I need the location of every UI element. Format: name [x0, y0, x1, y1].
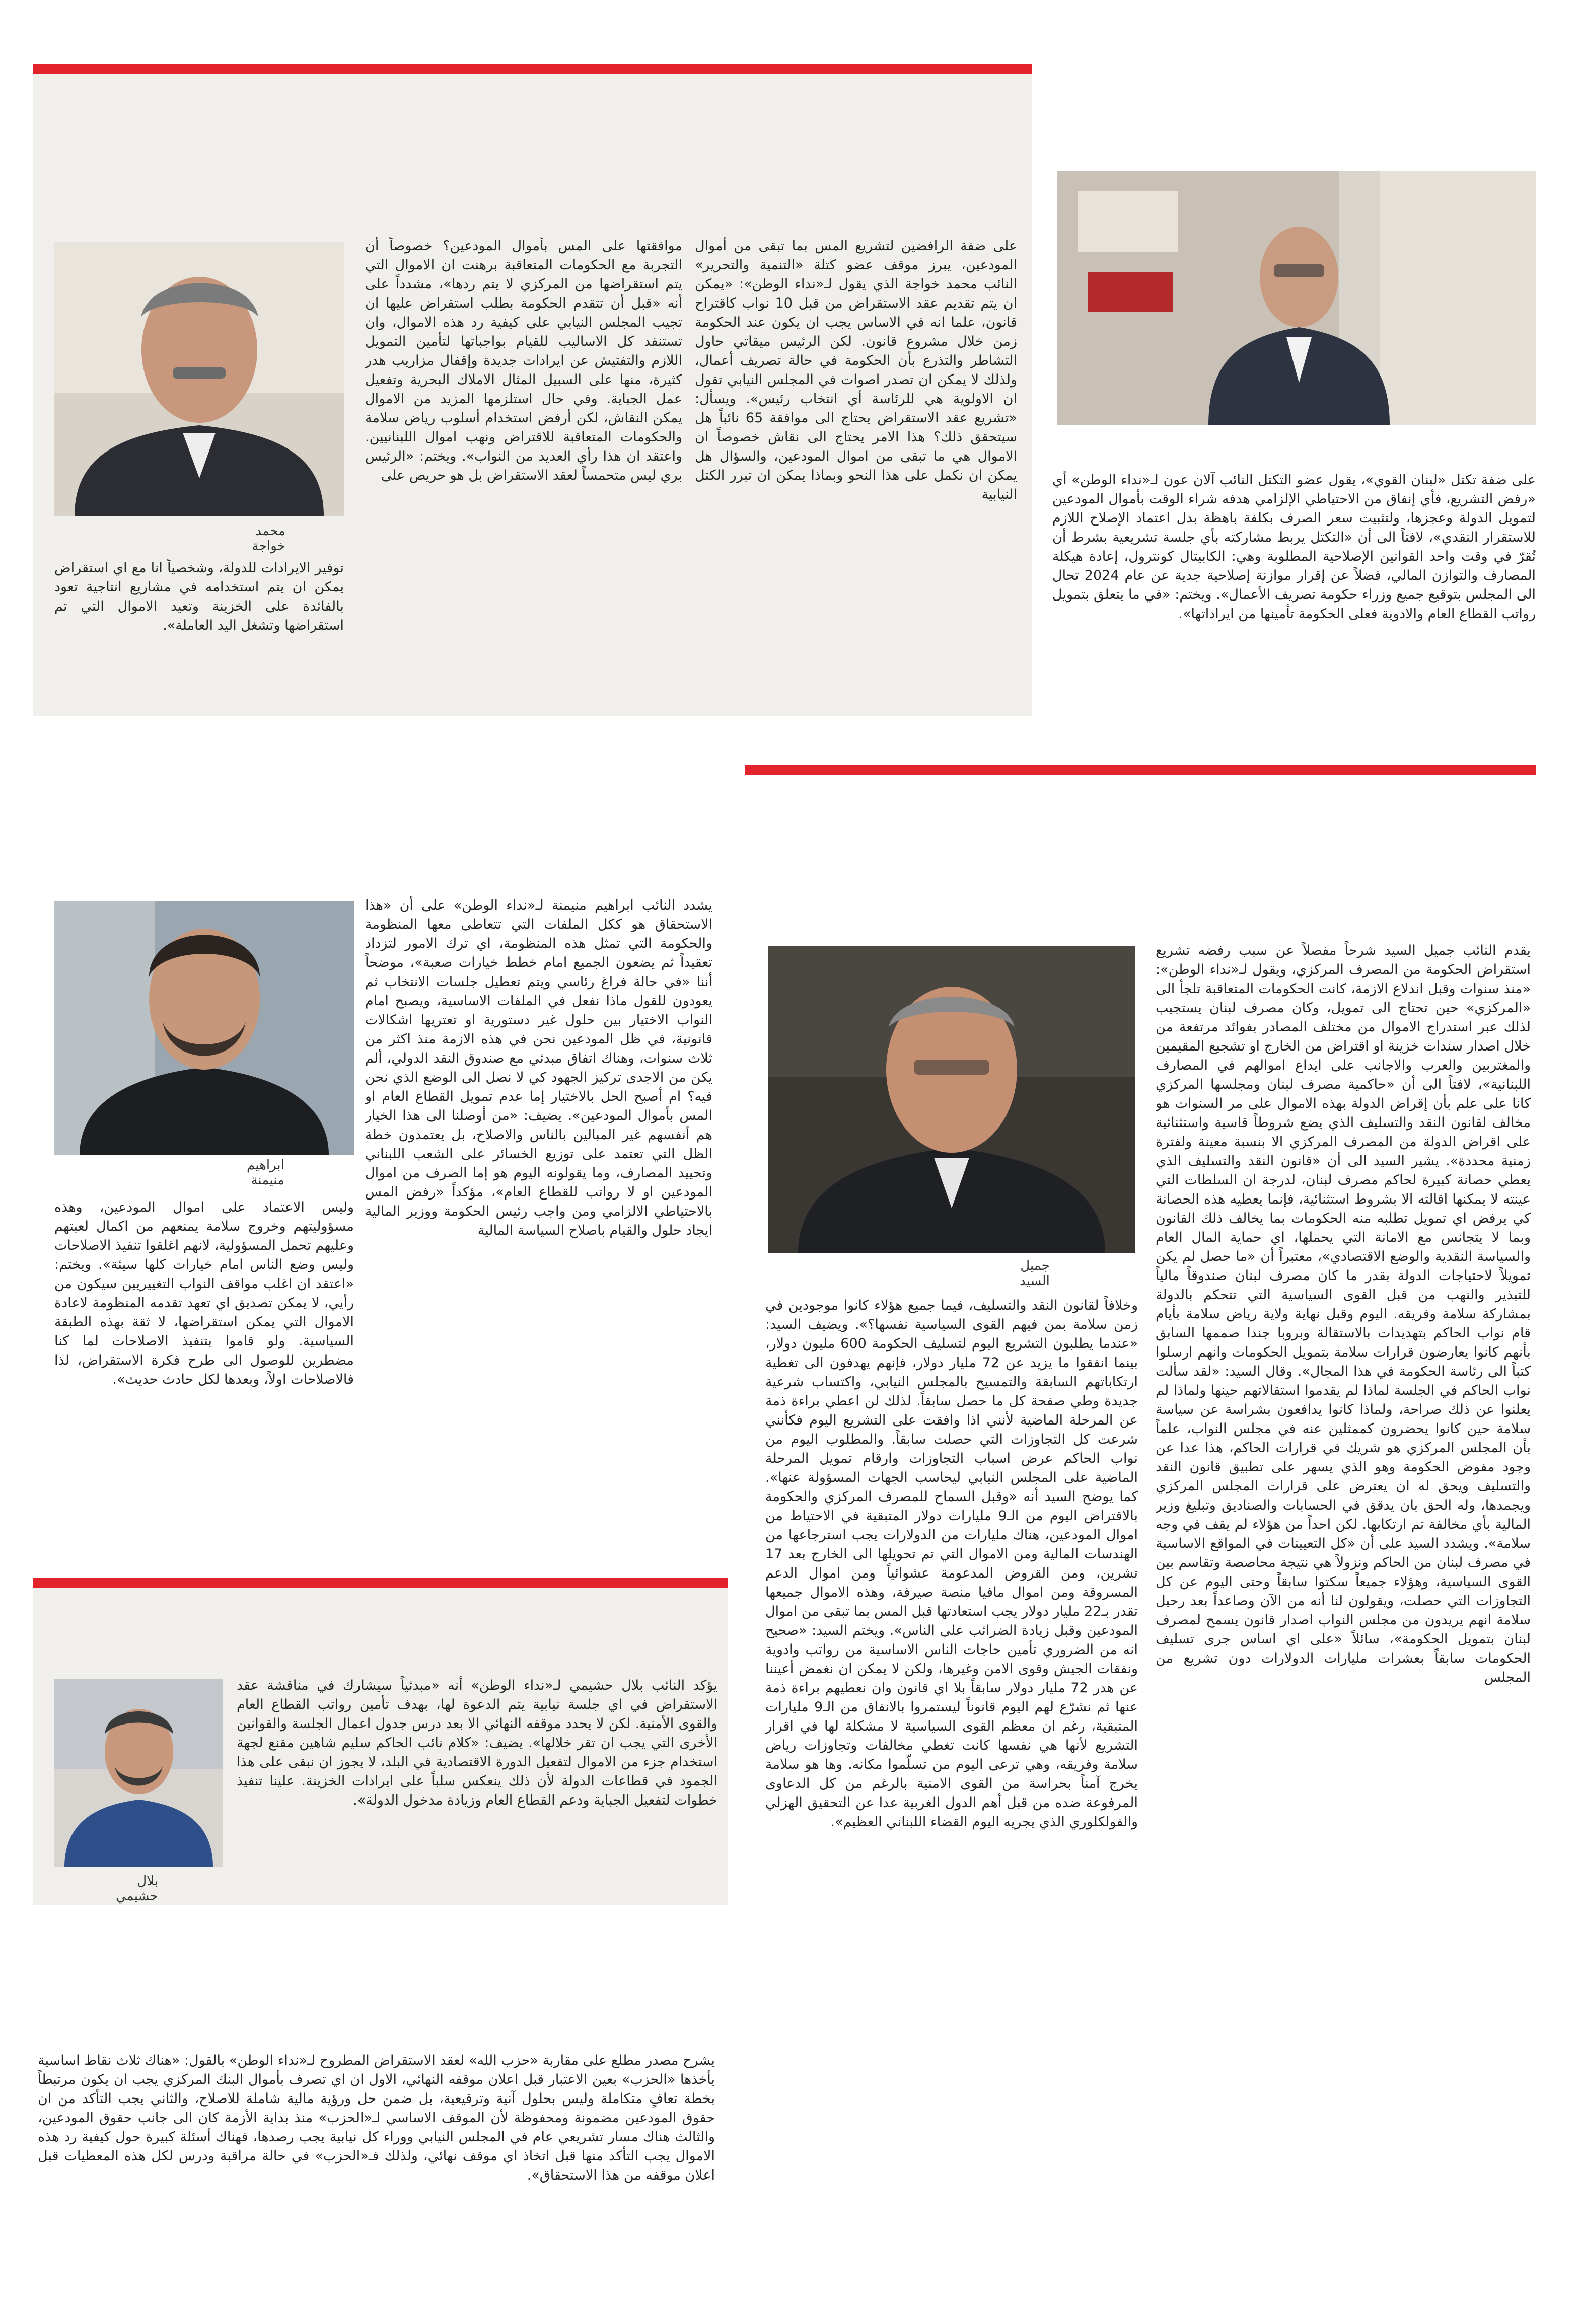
khawaja-top-bar — [33, 64, 1032, 74]
mneimneh-photo — [54, 901, 354, 1155]
mneimneh-photo-caption: ابراهيم منيمنة — [247, 1158, 284, 1188]
sayyed-column-2: وخلافاً لقانون النقد والتسليف، فيما جميع هؤلاء كانوا موجودين في زمن سلامة بمن فيهم القوى السياسية نفسها؟». ويضيف السيد: «عندما يطلبون التشريع اليوم لتسليف الحكومة 600 مليون دولار، بينما انفقوا ما يزيد عن 72 مليار دولار، فإنهم يهدفون الى تغطية ارتكاباتهم السابقة والتمسيح بالمجلس النيابي، واكتساب شرعية جديدة وطي صفحة كل ما حصل سابقاً. لذلك لن اعطي براءة ذمة عن المرحلة الماضية لأنني اذا وافقت على التشريع اليوم فكأنني شرعت كل التجاوزات التي حصلت سابقاً. والمطلوب اليوم من نواب الحاكم عرض اسباب التجاوزات وارقام تمويل المرحلة الماضية على المجلس النيابي ليحاسب الجهات المسؤولة عنها». كما يوضح السيد أنه «وقبل السماح للمصرف المركزي والحكومة بالاقتراض اليوم من الـ9 مليارات دولار المتبقية في الاحتياط من اموال المودعين، هناك مليارات من الدولارات يجب استرجاعها من الهندسات المالية ومن الاموال التي تم تحويلها الى الخارج بعد 17 تشرين، ومن القروض المدعومة عشوائياً ومن اموال الدعم المسروقة ومن اموال مافيا منصة صيرفة، وهذه الاموال جميعها تقدر بـ22 مليار دولار يجب استعادتها قبل المس بما تبقى من اموال المودعين وقبل زيادة الضرائب على الناس». ويختم السيد: «صحيح انه من الضروري تأمين حاجات الناس الاساسية من رواتب وادوية ونفقات الجيش وقوى الامن وغيرها، ولكن لا يمكن ان نغمض أعيننا عن هدر 72 مليار دولار سابقاً بلا اي قانون وان نعطيهم براءة ذمة عنها ثم نشرّع لهم اليوم قانوناً ليستمروا بالانفاق من الـ9 مليارات المتبقية، رغم ان معظم القوى السياسية لا مشكلة لها في اقرار التشريع لأنها هي نفسها كانت تغطي مخالفات وتجاوزات رياض سلامة وفريقه، وهي ترعى اليوم من تسلّموا مكانه. وها هو سلامة يخرج آمناً بحراسة من القوى الامنية بالرغم من كل الدعاوى المرفوعة ضده من قبل أهم الدول الغربية عدا عن التحقيق الهزلي والفولكلوري الذي يجريه اليوم القضاء اللبناني العظيم». — [765, 1298, 1138, 1830]
sayyed-column-1: يقدم النائب جميل السيد شرحاً مفصلاً عن سبب رفضه تشريع استقراض الحكومة من المصرف المركزي، ويقول لـ«نداء الوطن»: «منذ سنوات وقبل اندلاع الازمة، كانت الحكومات المتعاقبة تلجأ الى «المركزي» حين تحتاج الى تمويل، وكان مصرف لبنان يستجيب لذلك عبر استدراج الاموال من مختلف المصادر بفوائد مرتفعة من خلال اصدار سندات خزينة او اقتراض من الخارج او تشجيع المقيمين والمغتربين والعرب والاجانب على ايداع اموالهم في المصارف اللبنانية»، لافتاً الى أن «حاكمية مصرف لبنان ومجلسها المركزي كانا على علم بأن إقراض الدولة بهذه الاموال على مر السنوات هو مخالف لقانون النقد والتسليف الذي يضع شروطاً قاسية واستثنائية على اقراض الدولة من المصرف المركزي الا بنسبة معينة ولفترة زمنية محددة». يشير السيد الى أن «قانون النقد والتسليف الذي يعطي حصانة كبيرة لحاكم مصرف لبنان، لدرجة ان السلطات التي عينته لا يمكنها اقالته الا بشروط استثنائية، فإنما يعطيه هذه الحصانة كي يرفض اي تمويل تطلبه منه الحكومات بما يخالف ذلك القانون وبما لا يتجانس مع الامانة التي يحملها، اي حماية المال العام والسياسة النقدية والوضع الاقتصادي»، معتبراً أن «ما حصل لم يكن تمويلاً لاحتياجات الدولة بقدر ما كان مصرف لبنان صندوقاً مالياً للتبذير والنهب من قبل القوى السياسية التي تتحكم بالدولة بمشاركة سلامة وفريقه. اليوم وقبل نهاية ولاية رياض سلامة بأيام قام نواب الحاكم بتهديدات بالاستقالة وبروبا جندا صممها السابق بأنهم كانوا يعارضون قرارات سلامة بتمويل الحكومات وانهم ارسلوا كتباً الى رئاسة الحكومة في هذا المجال». وقال السيد: «لقد سألت نواب الحاكم في الجلسة لماذا لم يقدموا استقالاتهم حينها ولماذا لم يعلنوا عن ذلك صراحة، ولماذا كانوا يدافعون بشراسة عن سياسة سلامة حين كانوا يحضرون كممثلين عنه في مجلس النواب، علماً بأن المجلس المركزي هو شريك في قرارات الحاكم، هذا عدا عن وجود مفوض الحكومة وهو الذي يسهر على تطبيق قانون النقد والتسليف ويحق له ان يعترض على قرارات المجلس المركزي ويجمدها، وله الحق بان يدقق في الحسابات والصناديق وتبليغ وزير المالية بأي مخالفة تم ارتكابها. لكن احداً من هؤلاء لم يقف في وجه سلامة». ويشدد السيد على أن «كل التعيينات في المواقع الاساسية في مصرف لبنان من الحاكم ونزولاً هي نتيجة محاصصة وتقاسم بين القوى السياسية، وهؤلاء جميعاً سكتوا سابقاً وحتى اليوم عن كل التجاوزات التي حصلت، ويقولون لنا أنه من الآن وصاعداً بعد رحيل سلامة انهم يريدون من مجلس النواب اصدار قانون يسمح لمصرف لبنان بتمويل الحكومة»، سائلاً «على اي اساس جرى تسليف الحكومات سابقاً بعشرات مليارات الدولارات دون تشريع من المجلس — [1156, 943, 1531, 1685]
aoun-photo — [1057, 171, 1536, 425]
khawaja-photo-caption: محمد خواجة — [252, 523, 285, 554]
mneimneh-column-2: وليس الاعتماد على اموال المودعين، وهذه مسؤوليتهم وخروج سلامة يمنعهم من اكمال لعبتهم وعليهم تحمل المسؤولية، لانهم اغلقوا تنفيذ الاصلاحات وليس وضع الناس امام خيارات كلها سيئة». ويختم: «اعتقد ان اغلب مواقف النواب التغييريين سيكون من رأيي، لا يمكن تصديق اي تعهد تقدمه المنظومة لاعادة الاموال التي يمكن استقراضها، لا ثقة بهذه الطبقة السياسية. ولو قاموا بتنفيذ الاصلاحات لما كنا مضطرين للوصول الى طرح فكرة الاستقراض، لذا فالاصلاحات اولاً، وبعدها لكل حادث حديث». — [54, 1200, 354, 1387]
sayyed-photo — [768, 946, 1135, 1253]
hashimi-top-bar — [33, 1578, 728, 1588]
mneimneh-column-1: يشدد النائب ابراهيم منيمنة لـ«نداء الوطن» على أن «هذا الاستحقاق هو ككل الملفات التي تتعاطى معها المنظومة والحكومة التي تمثل هذه المنظومة، اي ترك الامور لتزداد تعقيداً ثم يضعون الجميع امام خطط خيارات صعبة»، موضحاً أننا «في حالة فراغ رئاسي ويتم تعطيل جلسات الانتخاب ثم يعودون للقول ماذا نفعل في الملفات الاساسية، ويصبح امام النواب الاختيار بين حلول غير دستورية او تعتريها اشكالات قانونية، في ظل المودعين نحن في هذه الازمة منذ اكثر من ثلاث سنوات، وهناك اتفاق مبدئي مع صندوق النقد الدولي، ألم يكن من الاجدى تركيز الجهود كي لا نصل الى الوضع الذي نحن فيه؟ ام أصبح الحل بالاختيار إما عدم تمويل القطاع العام او المس بأموال المودعين». يضيف: «من أوصلنا الى هذا الخيار هم أنفسهم غير المبالين بالناس والاصلاح، بل يعتمدون خطة الظل التي تعتمد على توزيع الخسائر على الشعب اللبناني وتحييد المصارف، وما يقولونه اليوم هو إما الصرف من اموال المودعين او لا رواتب للقطاع العام»، مؤكداً «رفض المس بالاحتياطي الالزامي ومن واجب رئيس الحكومة ووزير المالية ايجاد حلول والقيام باصلاح السياسة المالية — [365, 897, 712, 1238]
hashimi-body: يؤكد النائب بلال حشيمي لـ«نداء الوطن» أنه «مبدئياً سيشارك في مناقشة عقد الاستقراض في اي جلسة نيابية يتم الدعوة لها، بهدف تأمين رواتب القطاع العام والقوى الأمنية. لكن لا يحدد موقفه النهائي الا بعد درس جدول اعمال الجلسة والقوانين الأخرى التي يجب ان تقر خلالها». يضيف: «كلام نائب الحاكم سليم شاهين مقنع لجهة استخدام جزء من الاموال لتفعيل الدورة الاقتصادية في البلد، لا يجوز ان نبقى على هذا الجمود في قطاعات الدولة لأن ذلك ينعكس سلباً على ايرادات الخزينة. علينا تنفيذ خطوات لتفعيل الجباية ودعم القطاع العام وزيادة مدخول الدولة». — [237, 1678, 717, 1808]
khawaja-photo — [54, 242, 344, 516]
hashimi-photo — [54, 1679, 223, 1867]
khawaja-column-1: على ضفة الرافضين لتشريع المس بما تبقى من أموال المودعين، يبرز موقف عضو كتلة «التنمية والتحرير» النائب محمد خواجة الذي يقول لـ«نداء الوطن»: «يمكن ان يتم تقديم عقد الاستقراض من قبل 10 نواب كاقتراح قانون، علما انه في الاساس يجب ان يكون عند الحكومة زمن خلال مشروع قانون. لكن الرئيس ميقاتي حاول التشاطر والتذرع بأن الحكومة في حالة تصريف أعمال، ولذلك لا يمكن ان تصدر اصوات في المجلس النيابي تقول ان الاولوية هي للرئاسة أي انتخاب رئيس». ويسأل: «تشريع عقد الاستقراض يحتاج الى موافقة 65 نائباً هل سيتحقق ذلك؟ هذا الامر يحتاج الى نقاش خصوصاً ان الاموال هي ما تبقى من اموال المودعين، والسؤال هل يمكن ان نكمل على هذا النحو وبماذا يمكن ان تبرر الكتل النيابية — [695, 238, 1017, 502]
sayyed-photo-caption: جميل السيد — [1020, 1258, 1050, 1289]
hashimi-photo-caption: بلال حشيمي — [116, 1873, 158, 1904]
aoun-body: على ضفة تكتل «لبنان القوي»، يقول عضو التكتل النائب آلان عون لـ«نداء الوطن» أي «رفض التشريع، فأي إنفاق من الاحتياطي الإلزامي هدفه شراء الوقت بأموال المودعين لتمويل الدولة وعجزها، ولتثبيت سعر الصرف بكلفة باهظة بدل اعتماد الإصلاح اللازم للاستقرار النقدي»، لافتاً الى أن «التكتل يربط مشاركته بأي جلسة تشريعية بشرط أن تُقرّ في وقت واحد القوانين الإصلاحية المطلوبة وهي: الكابيتال كونترول، إعادة هيكلة المصارف والتوازن المالي، فضلاً عن إقرار موازنة إصلاحية جدية عن عام 2024 تحال الى المجلس بتوقيع جميع وزراء حكومة تصريف الأعمال». ويختم: «في ما يتعلق بتمويل رواتب القطاع العام والادوية فعلى الحكومة تأمينها من ايراداتها». — [1052, 472, 1536, 622]
hezbollah-body: يشرح مصدر مطلع على مقاربة «حزب الله» لعقد الاستقراض المطروح لـ«نداء الوطن» بالقول: «هناك ثلاث نقاط اساسية يأخذها «الحزب» بعين الاعتبار قبل اعلان موقفه النهائي، الاول ان اي تصرف بأموال البنك المركزي يجب ان يكون مرتبطاً بخطة تعافٍ متكاملة وليس بحلول آنية وترقيعية، بل ضمن حل ورؤية مالية شاملة للاصلاح، والثاني يجب التأكد من ان حقوق المودعين مضمونة ومحفوظة لأن الموقف الاساسي لـ«الحزب» منذ بداية الأزمة كان الى جانب حقوق المودعين، والثالث هناك مسار تشريعي عام في المجلس النيابي ووراء كل نيابية يجب رصدها، فهناك أسئلة كبيرة حول كيفية رد هذه الاموال يجب التأكد منها قبل اتخاذ اي موقف نهائي، ولذلك فـ«الحزب» في حالة مراقبة ودرس لكل هذه المعطيات قبل اعلان موقفه من هذا الاستحقاق». — [38, 2053, 715, 2183]
sayyed-top-bar — [745, 765, 1536, 775]
khawaja-column-2: موافقتها على المس بأموال المودعين؟ خصوصاً أن التجربة مع الحكومات المتعاقبة برهنت ان الاموال التي يتم استقراضها من المركزي لا يتم ردها»، مشدداً على أنه «قبل أن تتقدم الحكومة بطلب استقراض عليها ان تجيب المجلس النيابي على كيفية رد هذه الاموال، وان تستنفد كل الاساليب للقيام بواجباتها لتأمين التمويل اللازم والتفتيش عن ايرادات جديدة وإقفال مزاريب هدر كثيرة، منها على السبيل المثال الاملاك البحرية وتفعيل عمل الجباية. وفي حال استلزمها المزيد من الاموال يمكن النقاش، لكن أرفض استخدام أسلوب رياض سلامة والحكومات المتعاقبة للاقتراض ونهب اموال اللبنانيين. واعتقد ان هذا رأي العديد من النواب». ويختم: «الرئيس بري ليس متحمساً لعقد الاستقراض بل هو حريص على — [365, 238, 682, 483]
khawaja-column-3: توفير الايرادات للدولة، وشخصياً انا مع اي استقراض يمكن ان يتم استخدامه في مشاريع انتاجية تعود بالفائدة على الخزينة وتعيد الاموال التي تم استقراضها وتشغل اليد العاملة». — [54, 560, 344, 633]
